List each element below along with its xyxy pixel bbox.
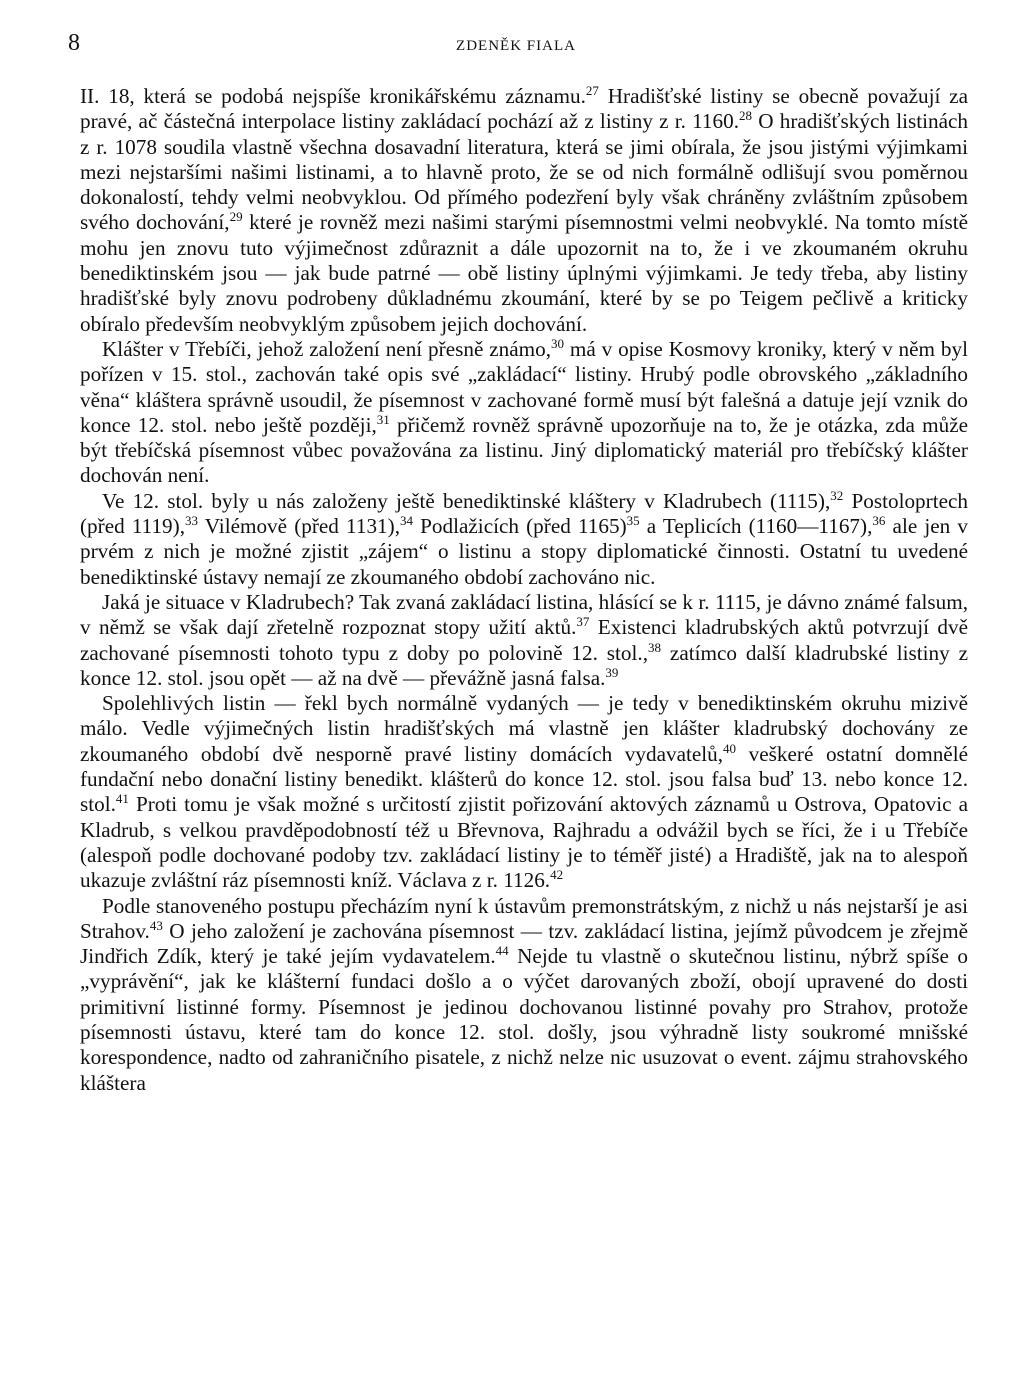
paragraph-text: II. 18, která se podobá nejspíše kronikářskému záznamu.: [80, 84, 586, 108]
paragraph: [80, 84, 968, 337]
footnote-ref: 28: [739, 108, 753, 124]
footnote-ref: 29: [229, 209, 243, 225]
body-text: [80, 84, 968, 1096]
paragraph-text: veškeré ostatní domnělé fundační nebo donační listiny benedikt. klášterů do konce 12. stol. jsou falsa buď 13. nebo konce 12. stol.: [80, 741, 969, 817]
paragraph-text: Podle stanoveného postupu přecházím nyní k ústavům premonstrátským, z nichž u nás nejstarší je asi Strahov.: [80, 893, 968, 943]
paragraph-text: Postoloprtech (před 1119),: [80, 488, 968, 539]
footnote-ref: 31: [376, 411, 390, 427]
paragraph: [80, 489, 968, 590]
paragraph-text: Ve 12. stol. byly u nás založeny ještě benediktinské kláštery v Kladrubech (1115),: [102, 488, 831, 513]
paragraph-text: Nejde tu vlastně o skutečnou listinu, nýbrž spíše o „vyprávění“, jak ke klášterní fundaci došlo a o výčet darovaných zboží, obojí upravené do dosti primitivní listinné formy. Písemnost je jedinou dochovanou listinné povahy pro Strahov, protože písemnosti ústavu, které tam do konce 12. stol. došly, jsou výhradně listy soukromé mnišské korespondence, nadto od zahraničního pisatele, z nichž nelze nic usuzovat o event. zájmu strahovského kláštera: [80, 944, 968, 1095]
paragraph-text: přičemž rovněž správně upozorňuje na to, že je otázka, zda může být třebíčská písemnost vůbec považována za listinu. Jiný diplomatický materiál pro třebíčský klášter dochován není.: [80, 412, 968, 488]
footnote-ref: 38: [648, 639, 662, 655]
running-title: ZDENĚK FIALA: [456, 38, 576, 54]
footnote-ref: 35: [626, 513, 640, 529]
footnote-ref: 34: [400, 513, 413, 529]
paragraph-text: Vilémově (před 1131),: [198, 514, 400, 539]
paragraph-text: Hradišťské listiny se obecně považují za pravé, ač částečná interpolace listiny zakládací pochází až z listiny z r. 1160.: [80, 84, 968, 134]
paragraph-text: Klášter v Třebíči, jehož založení není přesně známo,: [102, 336, 551, 361]
page-number: 8: [68, 30, 80, 56]
paragraph: [80, 590, 968, 691]
footnote-ref: 27: [585, 83, 599, 98]
footnote-ref: 43: [149, 917, 163, 933]
paragraph-text: které je rovněž mezi našimi starými písemnostmi velmi neobvyklé. Na tomto místě mohu jen znovu tuto výjimečnost zdůraznit a dále upozornit na to, že i ve zkoumaném okruhu benediktinském jsou — jak bude patrné — obě listiny úplnými výjimkami. Je tedy třeba, aby listiny hradišťské byly znovu podrobeny důkladnému zkoumání, které by se po Teigem pečlivě a kriticky obíralo především neobvyklým způsobem jejich dochování.: [80, 210, 968, 336]
paragraph-text: O jeho založení je zachována písemnost — tzv. zakládací listina, jejímž původcem je zřejmě Jindřich Zdík, který je také jejím vydavatelem.: [80, 918, 968, 969]
paragraph-text: ale jen v prvém z nich je možné zjistit „zájem“ o listinu a stopy diplomatické činnosti. Ostatní tu uvedené benediktinské ústavy nemají ze zkoumaného období zachováno nic.: [80, 514, 968, 589]
page-header: [68, 30, 964, 60]
footnote-ref: 32: [830, 487, 844, 503]
paragraph-text: Existenci kladrubských aktů potvrzují dvě zachované písemnosti tohoto typu z doby po polovině 12. stol.,: [80, 615, 968, 665]
paragraph-text: zatímco další kladrubské listiny z konce 12. stol. jsou opět — až na dvě — převážně jasná falsa.: [80, 640, 968, 690]
footnote-ref: 40: [723, 740, 737, 756]
footnote-ref: 37: [576, 614, 590, 630]
paragraph: [80, 691, 968, 893]
paragraph-text: má v opise Kosmovy kroniky, který v něm byl pořízen v 15. stol., zachován také opis své „zakládací“ listiny. Hrubý podle obrovského „základního věna“ kláštera správně usoudil, že písemnost v zachované formě musí být falešná a datuje její vznik do konce 12. stol. nebo ještě později,: [80, 336, 968, 437]
paragraph-text: O hradišťských listinách z r. 1078 soudila vlastně všechna dosavadní literatura, která se jimi obírala, že jsou jistými výjimkami mezi nejstaršími našimi listinami, a to hlavně proto, že se od nich formálně odlišují svou poměrnou dokonalostí, tehdy velmi neobvyklou. Od přímého podezření byly však chráněny zvláštním způsobem svého dochování,: [80, 109, 968, 235]
paragraph-text: Podlažicích (před 1165): [413, 514, 627, 539]
footnote-ref: 42: [550, 867, 564, 883]
footnote-ref: 41: [115, 791, 129, 807]
footnote-ref: 30: [551, 335, 564, 351]
footnote-ref: 39: [605, 664, 619, 680]
paragraph-text: Spolehlivých listin — řekl bych normálně vydaných — je tedy v benediktinském okruhu mizivě málo. Vedle výjimečných listin hradišťských má vlastně jen klášter kladrubský dochovány ze zkoumaného období dvě nesporně pravé listiny domácích vydavatelů,: [80, 691, 968, 766]
paragraph: [80, 894, 968, 1096]
footnote-ref: 33: [185, 513, 199, 529]
paragraph-text: a Teplicích (1160—1167),: [639, 514, 873, 539]
footnote-ref: 36: [872, 513, 886, 529]
footnote-ref: 44: [495, 943, 509, 959]
paragraph-text: Proti tomu je však možné s určitostí zjistit pořizování aktových záznamů u Ostrova, Opatovic a Kladrub, s velkou pravděpodobností též u Břevnova, Rajhradu a odvážil bych se říci, že i u Třebíče (alespoň podle dochované podoby tzv. zakládací listiny je to téměř jisté) a Hradiště, jak na to alespoň ukazuje zvláštní ráz písemnosti kníž. Václava z r. 1126.: [80, 792, 968, 893]
paragraph: [80, 337, 968, 489]
paragraph-text: Jaká je situace v Kladrubech? Tak zvaná zakládací listina, hlásící se k r. 1115, je dávno známé falsum, v němž se však dají zřetelně rozpoznat stopy užití aktů.: [80, 589, 968, 640]
